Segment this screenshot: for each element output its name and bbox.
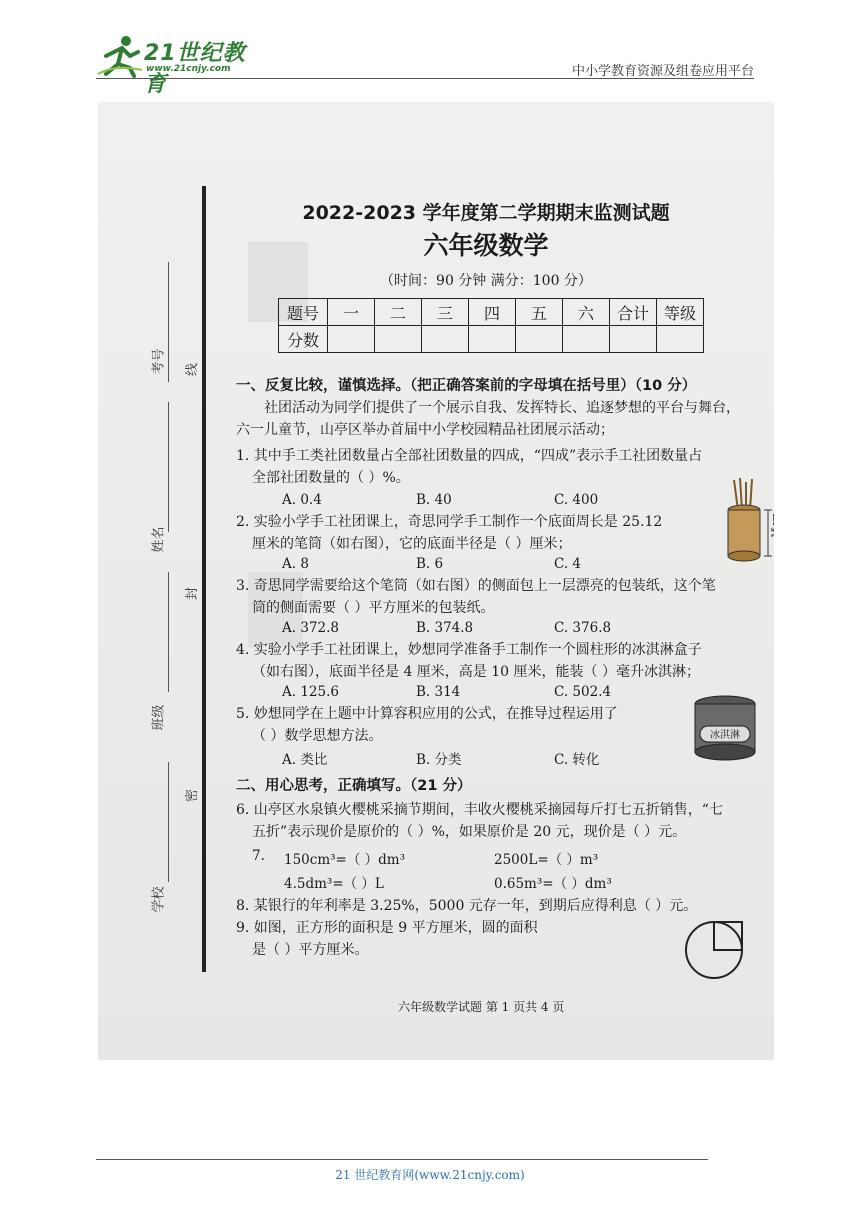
q1-option-b: B. 40 — [416, 492, 452, 508]
section-1-heading: 一、反复比较，谨慎选择。（把正确答案前的字母填在括号里）（10 分） — [236, 378, 697, 394]
q5-option-c: C. 转化 — [554, 752, 600, 768]
binding-rule — [202, 186, 206, 972]
exam-number-blank — [168, 262, 169, 382]
q5-option-b: B. 分类 — [416, 752, 462, 768]
logo-url: www.21cnjy.com — [146, 64, 231, 74]
exam-number-label: 考号 — [151, 348, 167, 375]
page-header — [0, 0, 860, 110]
score-header-cell: 三 — [422, 299, 469, 326]
q2-option-c: C. 4 — [554, 556, 582, 572]
pencil-holder-figure — [722, 476, 781, 566]
q7-conversion-b: 2500L=（ ）m³ — [494, 852, 599, 868]
score-cell — [422, 326, 469, 353]
site-footer-link[interactable]: 21 世纪教育网(www.21cnjy.com) — [335, 1168, 525, 1182]
score-cell — [657, 326, 704, 353]
logo-text: 21世纪教育 — [144, 41, 246, 97]
score-header-cell: 题号 — [279, 299, 328, 326]
score-cell — [563, 326, 610, 353]
score-table-header-row — [279, 299, 704, 326]
question-5-line: 5. 妙想同学在上题中计算容积应用的公式，在推导过程运用了 — [236, 706, 618, 722]
class-blank — [168, 572, 169, 692]
name-blank — [168, 402, 169, 532]
score-cell — [610, 326, 657, 353]
q7-conversion-a: 150cm³=（ ）dm³ — [284, 852, 405, 868]
exam-page-footer: 六年级数学试题 第 1 页共 4 页 — [398, 1000, 565, 1014]
question-6-line: 五折”表示现价是原价的（ ）%，如果原价是 20 元，现价是（ ）元。 — [252, 824, 687, 840]
score-header-cell: 二 — [375, 299, 422, 326]
question-9-line: 9. 如图，正方形的面积是 9 平方厘米，圆的面积 — [236, 920, 538, 936]
platform-tagline: 中小学教育资源及组卷应用平台 — [571, 64, 754, 79]
question-3-line: 筒的侧面需要（ ）平方厘米的包装纸。 — [252, 600, 495, 616]
question-4-line: 4. 实验小学手工社团课上，妙想同学准备手工制作一个圆柱形的冰淇淋盒子 — [236, 642, 702, 658]
section-1-intro-line: 六一儿童节，山亭区举办首届中小学校园精品社团展示活动； — [236, 422, 614, 438]
school-label: 学校 — [151, 886, 167, 913]
class-label: 班级 — [151, 704, 167, 731]
footer-divider — [96, 1159, 708, 1160]
question-3-line: 3. 奇思同学需要给这个笔筒（如右图）的侧面包上一层漂亮的包装纸，这个笔 — [236, 578, 716, 594]
q3-option-b: B. 374.8 — [416, 620, 474, 636]
section-1-intro-line: 社团活动为同学们提供了一个展示自我、发挥特长、追逐梦想的平台与舞台， — [264, 400, 740, 416]
scanned-exam-page — [98, 102, 781, 1060]
q5-option-a: A. 类比 — [282, 752, 328, 768]
score-cell — [375, 326, 422, 353]
ice-cream-label: 冰淇淋 — [710, 730, 740, 741]
binding-secret-mark: 密 — [185, 788, 201, 803]
binding-seal-mark: 封 — [185, 586, 201, 601]
question-2-line: 厘米的笔筒（如右图），它的底面半径是（ ）厘米； — [252, 536, 572, 552]
exam-title: 2022-2023 学年度第二学期期末监测试题 — [302, 202, 670, 224]
question-9-line: 是（ ）平方厘米。 — [252, 942, 369, 958]
score-cell — [516, 326, 563, 353]
q1-option-a: A. 0.4 — [282, 492, 322, 508]
question-1-line: 1. 其中手工类社团数量占全部社团数量的四成，“四成”表示手工社团数量占 — [236, 448, 703, 464]
score-table-row — [279, 326, 704, 353]
question-6-line: 6. 山亭区水泉镇火樱桃采摘节期间，丰收火樱桃采摘园每斤打七五折销售，“七 — [236, 802, 723, 818]
score-row-label: 分数 — [279, 326, 328, 353]
q7-conversion-d: 0.65m³=（ ）dm³ — [494, 876, 612, 892]
question-4-line: （如右图），底面半径是 4 厘米，高是 10 厘米，能装（ ）毫升冰淇淋； — [252, 664, 700, 680]
binding-line-mark: 线 — [185, 362, 201, 377]
question-8: 8. 某银行的年利率是 3.25%，5000 元存一年，到期后应得利息（ ）元。 — [236, 898, 698, 914]
header-divider — [96, 78, 754, 79]
ice-cream-box-figure — [690, 694, 760, 764]
q3-option-a: A. 372.8 — [282, 620, 339, 636]
q4-option-c: C. 502.4 — [554, 684, 612, 700]
question-7-number: 7. — [252, 848, 265, 864]
score-header-cell: 四 — [469, 299, 516, 326]
question-5-line: （ ）数学思想方法。 — [252, 728, 383, 744]
name-label: 姓名 — [151, 526, 167, 553]
pencil-height-label: 15cm — [771, 512, 781, 538]
score-table — [278, 298, 704, 353]
score-header-cell: 一 — [328, 299, 375, 326]
q1-option-c: C. 400 — [554, 492, 599, 508]
q3-option-c: C. 376.8 — [554, 620, 612, 636]
q4-option-b: B. 314 — [416, 684, 461, 700]
site-logo[interactable] — [96, 34, 266, 97]
exam-meta: （时间：90 分钟 满分：100 分） — [380, 273, 592, 289]
section-2-heading: 二、用心思考，正确填写。（21 分） — [236, 778, 472, 794]
exam-subject: 六年级数学 — [423, 231, 549, 260]
q4-option-a: A. 125.6 — [282, 684, 339, 700]
school-blank — [168, 762, 169, 882]
question-1-line: 全部社团数量的（ ）%。 — [252, 470, 410, 486]
q2-option-a: A. 8 — [282, 556, 309, 572]
score-cell — [469, 326, 516, 353]
score-header-cell: 五 — [516, 299, 563, 326]
q7-conversion-c: 4.5dm³=（ ）L — [284, 876, 384, 892]
question-2-line: 2. 实验小学手工社团课上，奇思同学手工制作一个底面周长是 25.12 — [236, 514, 663, 530]
score-header-cell: 等级 — [657, 299, 704, 326]
runner-logo-icon — [96, 34, 144, 78]
score-header-cell: 六 — [563, 299, 610, 326]
circle-square-figure — [684, 914, 754, 984]
q2-option-b: B. 6 — [416, 556, 444, 572]
score-header-cell: 合计 — [610, 299, 657, 326]
score-cell — [328, 326, 375, 353]
